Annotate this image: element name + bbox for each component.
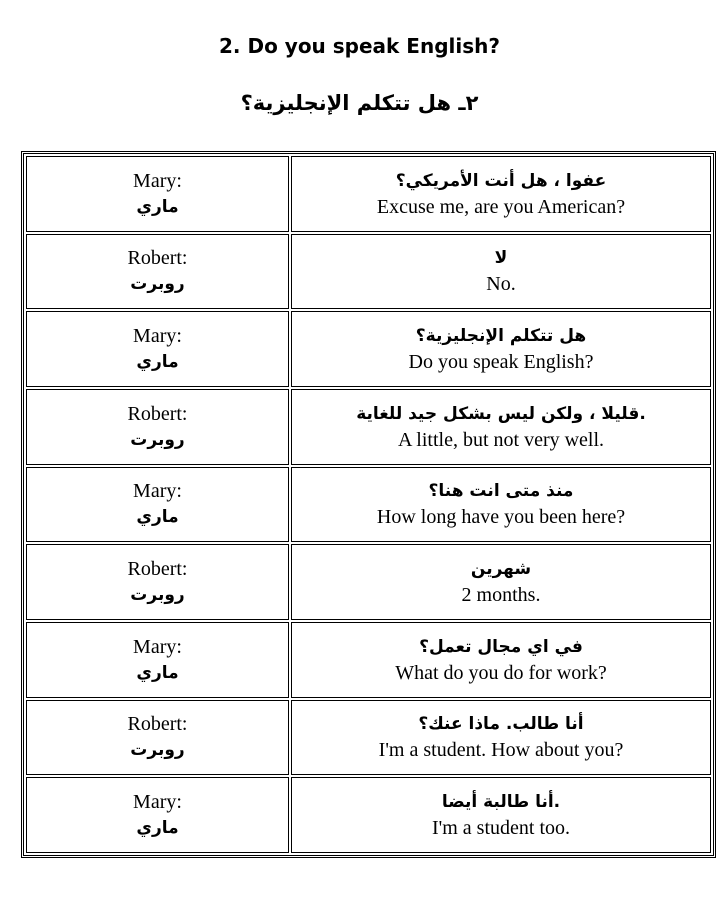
line-cell	[291, 777, 711, 853]
speaker-cell	[26, 234, 289, 310]
dialog-row	[26, 467, 711, 543]
line-arabic: في اي مجال تعمل؟	[419, 636, 583, 657]
speaker-name-english: Mary:	[133, 325, 182, 348]
speaker-cell	[26, 544, 289, 620]
line-english: Excuse me, are you American?	[376, 195, 626, 218]
line-arabic: لا	[494, 248, 508, 269]
line-cell	[291, 311, 711, 387]
speaker-name-arabic: ماري	[136, 818, 179, 839]
line-english: Do you speak English?	[408, 351, 594, 374]
line-english: 2 months.	[461, 584, 541, 607]
speaker-cell	[26, 777, 289, 853]
speaker-name-arabic: روبرت	[130, 585, 185, 606]
line-arabic: شهرين	[470, 559, 532, 580]
speaker-name-arabic: ماري	[136, 662, 179, 683]
line-cell	[291, 156, 711, 232]
speaker-name-english: Robert:	[127, 713, 188, 736]
dialog-row	[26, 700, 711, 776]
dialog-row	[26, 156, 711, 232]
speaker-name-english: Mary:	[133, 169, 182, 192]
line-cell	[291, 544, 711, 620]
line-cell	[291, 622, 711, 698]
speaker-name-arabic: ماري	[136, 352, 179, 373]
speaker-cell	[26, 700, 289, 776]
line-arabic: أنا طالب. ماذا عنك؟	[418, 714, 584, 735]
line-english: A little, but not very well.	[397, 428, 605, 451]
dialog-row	[26, 544, 711, 620]
line-english: How long have you been here?	[376, 506, 626, 529]
line-arabic: عفوا ، هل أنت الأمريكي؟	[395, 170, 607, 191]
line-arabic: .أنا طالبة أيضا	[441, 792, 561, 813]
speaker-cell	[26, 622, 289, 698]
speaker-cell	[26, 311, 289, 387]
speaker-name-arabic: ماري	[136, 507, 179, 528]
page-title-english: 2. Do you speak English?	[219, 34, 500, 58]
line-english: No.	[486, 273, 516, 296]
line-cell	[291, 467, 711, 543]
line-arabic: منذ متى انت هنا؟	[428, 481, 574, 502]
dialog-row	[26, 389, 711, 465]
dialog-row	[26, 234, 711, 310]
speaker-name-english: Mary:	[133, 480, 182, 503]
page-title-arabic: ٢ـ هل تتكلم الإنجليزية؟	[240, 91, 479, 115]
speaker-name-english: Robert:	[127, 558, 188, 581]
line-english: What do you do for work?	[395, 661, 607, 684]
dialog-row	[26, 777, 711, 853]
speaker-cell	[26, 467, 289, 543]
line-cell	[291, 700, 711, 776]
line-english: I'm a student. How about you?	[378, 739, 624, 762]
speaker-cell	[26, 389, 289, 465]
line-cell	[291, 234, 711, 310]
speaker-name-english: Mary:	[133, 635, 182, 658]
speaker-name-arabic: روبرت	[130, 429, 185, 450]
dialog-row	[26, 622, 711, 698]
speaker-name-arabic: روبرت	[130, 274, 185, 295]
line-english: I'm a student too.	[431, 817, 571, 840]
speaker-cell	[26, 156, 289, 232]
speaker-name-arabic: روبرت	[130, 740, 185, 761]
speaker-name-english: Mary:	[133, 791, 182, 814]
line-arabic: هل تتكلم الإنجليزية؟	[415, 326, 587, 347]
speaker-name-english: Robert:	[127, 247, 188, 270]
speaker-name-arabic: ماري	[136, 196, 179, 217]
speaker-name-english: Robert:	[127, 402, 188, 425]
line-arabic: .قليلا ، ولكن ليس بشكل جيد للغاية	[356, 403, 646, 424]
dialog-row	[26, 311, 711, 387]
line-cell	[291, 389, 711, 465]
dialog-table	[21, 151, 716, 858]
